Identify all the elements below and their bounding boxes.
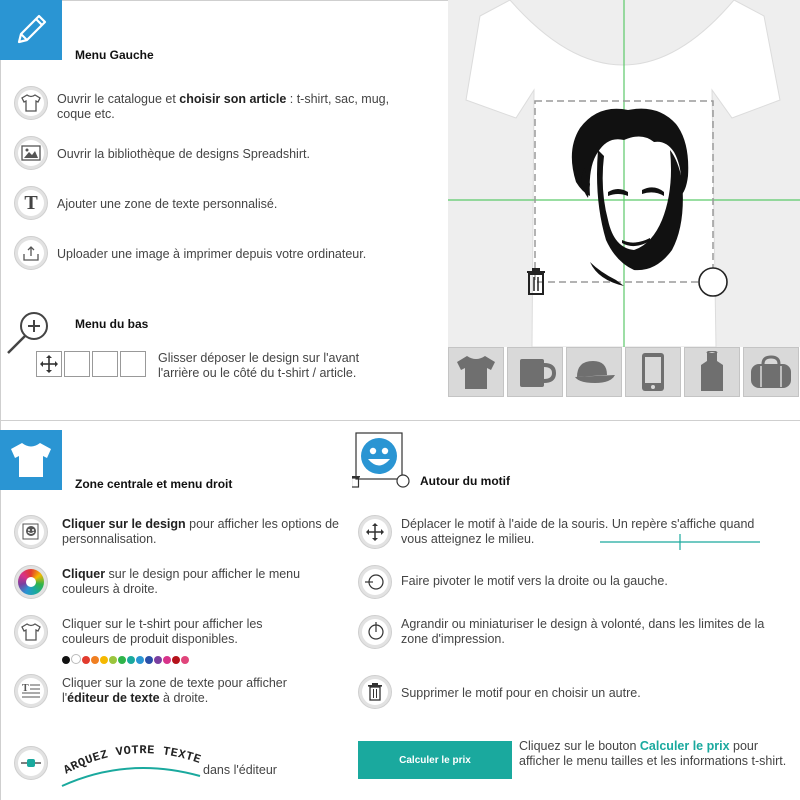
product-phone-case[interactable] — [625, 347, 681, 397]
motif-frame-icon — [352, 432, 410, 490]
calculate-price-button[interactable]: Calculer le prix — [358, 741, 512, 779]
product-tshirt[interactable] — [448, 347, 504, 397]
product-bag[interactable] — [743, 347, 799, 397]
tshirt-mockup — [448, 0, 800, 347]
apron-icon — [697, 351, 727, 393]
text-editor-description: Cliquer sur la zone de texte pour afficher l'éditeur de texte à droite. — [62, 676, 287, 705]
left-menu-title: Menu Gauche — [75, 48, 154, 62]
phone-icon — [638, 352, 668, 392]
motif-illustration — [352, 432, 410, 490]
center-guide-indicator — [600, 534, 762, 550]
text-icon: T — [24, 191, 38, 214]
move-arrows-icon — [365, 522, 385, 542]
upload-icon — [22, 244, 40, 262]
pencil-badge — [0, 0, 62, 60]
color-swatch-13[interactable] — [181, 656, 189, 664]
text-lines-icon — [21, 682, 41, 700]
resize-motif-handle[interactable] — [358, 615, 392, 649]
product-apron[interactable] — [684, 347, 740, 397]
upload-button[interactable] — [14, 236, 48, 270]
color-wheel-icon — [18, 569, 44, 595]
catalog-button[interactable] — [14, 86, 48, 120]
rotate-motif-description: Faire pivoter le motif vers la droite ou la gauche. — [401, 574, 668, 588]
design-library-button[interactable] — [14, 136, 48, 170]
catalog-description: Ouvrir le catalogue et choisir son article : t-shirt, sac, mug, coque etc. — [57, 92, 390, 121]
bottom-menu-title: Menu du bas — [75, 317, 149, 331]
view-back-slot[interactable] — [92, 351, 118, 377]
resize-motif-description: Agrandir ou miniaturiser le design à volonté, dans les limites de la zone d'impression. — [401, 617, 765, 646]
tshirt-product-icon — [455, 353, 497, 391]
color-swatch-12[interactable] — [172, 656, 180, 664]
product-colors-button[interactable] — [14, 615, 48, 649]
tshirt-preview[interactable] — [448, 0, 800, 347]
color-swatch-5[interactable] — [109, 656, 117, 664]
slider-icon — [20, 758, 42, 768]
arc-text-suffix: dans l'éditeur — [203, 763, 277, 777]
tshirt-outline-icon — [21, 623, 41, 641]
rotate-motif-handle[interactable] — [358, 565, 392, 599]
color-swatch-6[interactable] — [118, 656, 126, 664]
pencil-icon — [11, 10, 51, 50]
move-motif-handle[interactable] — [358, 515, 392, 549]
product-selector-bar — [448, 347, 800, 399]
bag-icon — [748, 354, 794, 390]
delete-motif-description: Supprimer le motif pour en choisir un autre. — [401, 686, 641, 700]
color-swatch-9[interactable] — [145, 656, 153, 664]
view-selector — [36, 351, 146, 377]
frame-left-border — [0, 0, 1, 800]
color-swatch-0[interactable] — [62, 656, 70, 664]
product-cap[interactable] — [566, 347, 622, 397]
arc-slider-button[interactable] — [14, 746, 48, 780]
color-menu-button[interactable] — [14, 565, 48, 599]
center-menu-title: Zone centrale et menu droit — [75, 477, 233, 491]
resize-handle-icon — [699, 268, 727, 296]
color-menu-description: Cliquer sur le design pour afficher le menu couleurs à droite. — [62, 567, 301, 596]
color-swatch-3[interactable] — [91, 656, 99, 664]
bottom-menu-description: Glisser déposer le design sur l'avant l'arrière ou le côté du t-shirt / article. — [158, 351, 360, 380]
color-swatch-7[interactable] — [127, 656, 135, 664]
text-editor-button[interactable] — [14, 674, 48, 708]
delete-motif-button[interactable] — [358, 675, 392, 709]
view-front-slot[interactable] — [64, 351, 90, 377]
color-swatch-10[interactable] — [154, 656, 162, 664]
product-mug[interactable] — [507, 347, 563, 397]
zoom-icon — [4, 310, 52, 356]
design-options-button[interactable] — [14, 515, 48, 549]
mug-icon — [514, 353, 556, 391]
tshirt-badge-icon — [9, 441, 53, 479]
tshirt-badge — [0, 430, 62, 490]
tshirt-icon — [21, 94, 41, 112]
drag-handle[interactable] — [36, 351, 62, 377]
section-divider — [0, 420, 800, 421]
image-icon — [21, 145, 41, 161]
resize-icon — [365, 622, 385, 642]
color-swatch-2[interactable] — [82, 656, 90, 664]
svg-text:ARQUEZ VOTRE TEXTE: ARQUEZ VOTRE TEXTE — [61, 743, 203, 778]
upload-description: Uploader une image à imprimer depuis votre ordinateur. — [57, 247, 367, 261]
view-side-slot[interactable] — [120, 351, 146, 377]
add-text-button[interactable] — [14, 186, 48, 220]
around-motif-title: Autour du motif — [420, 474, 510, 488]
trash-icon — [367, 682, 383, 702]
calculate-price-description: Cliquez sur le bouton Calculer le prix pour afficher le menu tailles et les informations t-shirt. — [519, 739, 787, 768]
color-swatch-4[interactable] — [100, 656, 108, 664]
color-swatch-11[interactable] — [163, 656, 171, 664]
move-motif-description: Déplacer le motif à l'aide de la souris. Un repère s'affiche quand vous atteignez le milieu. — [401, 517, 755, 546]
rotate-icon — [365, 572, 385, 592]
color-swatch-1[interactable] — [71, 654, 81, 664]
arc-text-sample — [58, 732, 208, 788]
move-arrows-icon — [39, 354, 59, 374]
design-library-description: Ouvrir la bibliothèque de designs Spreadshirt. — [57, 147, 310, 161]
product-colors-description: Cliquer sur le t-shirt pour afficher les couleurs de produit disponibles. — [62, 617, 263, 646]
color-swatches — [62, 651, 190, 669]
color-swatch-8[interactable] — [136, 656, 144, 664]
design-options-description: Cliquer sur le design pour afficher les options de personnalisation. — [62, 517, 339, 546]
cap-icon — [571, 353, 617, 391]
add-text-description: Ajouter une zone de texte personnalisé. — [57, 197, 278, 211]
svg-text:T: T — [22, 683, 29, 694]
smiley-design-icon — [21, 522, 41, 542]
